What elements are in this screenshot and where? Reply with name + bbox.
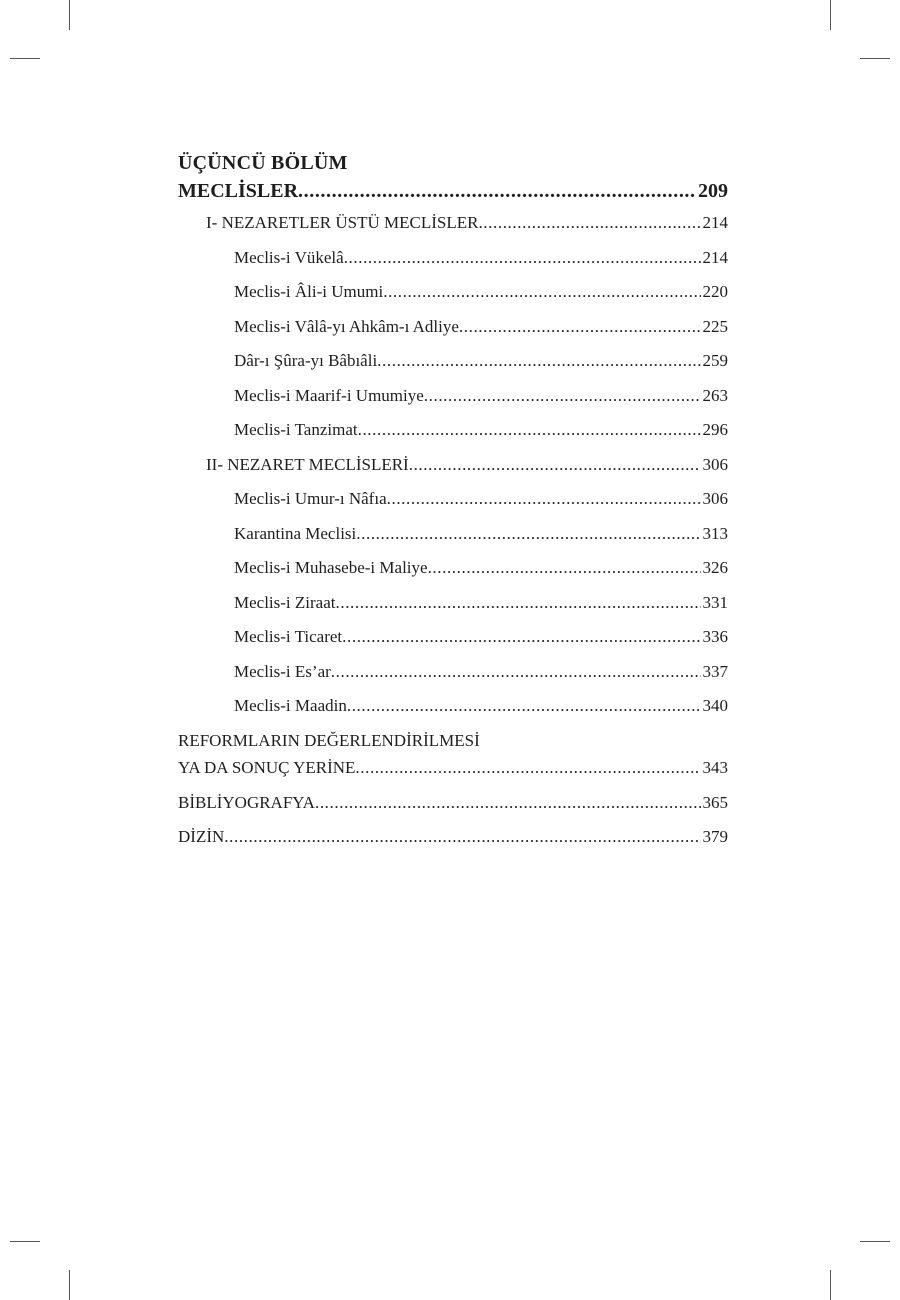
toc-entry-label: II- NEZARET MECLİSLERİ xyxy=(206,454,409,474)
toc-entry-label: Meclis-i Umur-ı Nâfıa xyxy=(234,489,387,508)
toc-entry-label: BİBLİYOGRAFYA xyxy=(178,792,315,812)
dot-leader xyxy=(342,620,700,655)
toc-entry xyxy=(178,482,728,517)
dot-leader xyxy=(358,413,701,448)
dot-leader xyxy=(377,344,700,379)
toc-entry-label: Dâr-ı Şûra-yı Bâbıâli xyxy=(234,351,378,370)
dot-leader xyxy=(459,310,701,345)
dot-leader xyxy=(347,689,701,724)
crop-mark-bottom-left xyxy=(69,1270,70,1300)
toc-entry-page: 259 xyxy=(702,351,728,370)
toc-entry-page: 343 xyxy=(702,758,728,777)
toc-entry-label: Meclis-i Tanzimat xyxy=(234,420,358,439)
dot-leader xyxy=(356,517,700,552)
toc-entry xyxy=(178,344,728,379)
table-of-contents xyxy=(178,150,728,855)
toc-entry-page: 331 xyxy=(702,592,728,612)
toc-section-heading xyxy=(178,448,728,483)
toc-entry xyxy=(178,551,728,586)
toc-entry xyxy=(178,413,728,448)
dot-leader xyxy=(298,176,696,206)
toc-entry xyxy=(178,586,728,621)
toc-entry-label: MECLİSLER xyxy=(178,180,299,202)
crop-mark-left-top xyxy=(10,58,40,59)
dot-leader xyxy=(424,379,701,414)
dot-leader xyxy=(409,448,701,483)
dot-leader xyxy=(428,551,701,586)
toc-entry xyxy=(178,379,728,414)
toc-entry-label: YA DA SONUÇ YERİNE xyxy=(178,758,356,777)
crop-mark-right-bottom xyxy=(860,1241,890,1242)
crop-mark-left-bottom xyxy=(10,1241,40,1242)
toc-entry-label: DİZİN xyxy=(178,827,225,846)
toc-entry-label: Meclis-i Vâlâ-yı Ahkâm-ı Adliye xyxy=(234,316,459,336)
toc-entry-page: 313 xyxy=(702,523,728,543)
toc-entry xyxy=(178,310,728,345)
dot-leader xyxy=(331,655,701,690)
toc-entry xyxy=(178,655,728,690)
toc-entry xyxy=(178,517,728,552)
crop-mark-bottom-right xyxy=(830,1270,831,1300)
toc-entry xyxy=(178,689,728,724)
toc-entry-label: Meclis-i Ziraat xyxy=(234,592,336,612)
dot-leader xyxy=(336,586,701,621)
toc-entry-page: 340 xyxy=(702,696,728,715)
dot-leader xyxy=(383,275,700,310)
toc-entry-page: 365 xyxy=(702,792,728,812)
toc-entry-page: 296 xyxy=(702,420,728,439)
toc-entry-label: Meclis-i Muhasebe-i Maliye xyxy=(234,558,428,577)
toc-entry-label: I- NEZARETLER ÜSTÜ MECLİSLER xyxy=(206,213,479,232)
toc-entry-label: Meclis-i Âli-i Umumi xyxy=(234,282,384,301)
dot-leader xyxy=(478,206,700,241)
toc-entry-page: 214 xyxy=(702,247,728,267)
toc-entry-part-title xyxy=(178,176,728,206)
toc-evaluation-line1: REFORMLARIN DEĞERLENDİRİLMESİ xyxy=(178,730,480,750)
dot-leader xyxy=(315,786,701,821)
toc-entry-page: 326 xyxy=(702,558,728,577)
toc-entry-page: 220 xyxy=(702,282,728,301)
dot-leader xyxy=(344,241,701,276)
dot-leader xyxy=(355,751,700,786)
toc-entry-page: 214 xyxy=(702,213,728,232)
dot-leader xyxy=(224,820,700,855)
part-heading: ÜÇÜNCÜ BÖLÜM xyxy=(178,152,348,174)
toc-entry-page: 337 xyxy=(702,661,728,681)
crop-mark-top-left xyxy=(69,0,70,30)
toc-entry-page: 306 xyxy=(702,489,728,508)
toc-entry xyxy=(178,241,728,276)
toc-entry-page: 209 xyxy=(698,180,728,202)
toc-entry-label: Meclis-i Maarif-i Umumiye xyxy=(234,385,424,405)
toc-entry-evaluation xyxy=(178,751,728,786)
toc-entry-bibliography xyxy=(178,786,728,821)
toc-entry xyxy=(178,620,728,655)
toc-entry-label: Meclis-i Vükelâ xyxy=(234,247,344,267)
toc-section-heading xyxy=(178,206,728,241)
crop-mark-right-top xyxy=(860,58,890,59)
toc-entry-page: 263 xyxy=(702,385,728,405)
toc-entry-label: Karantina Meclisi xyxy=(234,523,357,543)
toc-entry-label: Meclis-i Es’ar xyxy=(234,661,331,681)
toc-entry-label: Meclis-i Maadin xyxy=(234,696,347,715)
toc-entry xyxy=(178,275,728,310)
toc-entry-page: 336 xyxy=(702,627,728,646)
toc-entry-label: Meclis-i Ticaret xyxy=(234,627,343,646)
toc-entry-page: 306 xyxy=(702,454,728,474)
dot-leader xyxy=(387,482,701,517)
toc-entry-index xyxy=(178,820,728,855)
crop-mark-top-right xyxy=(830,0,831,30)
toc-entry-page: 379 xyxy=(702,827,728,846)
toc-entry-page: 225 xyxy=(702,316,728,336)
